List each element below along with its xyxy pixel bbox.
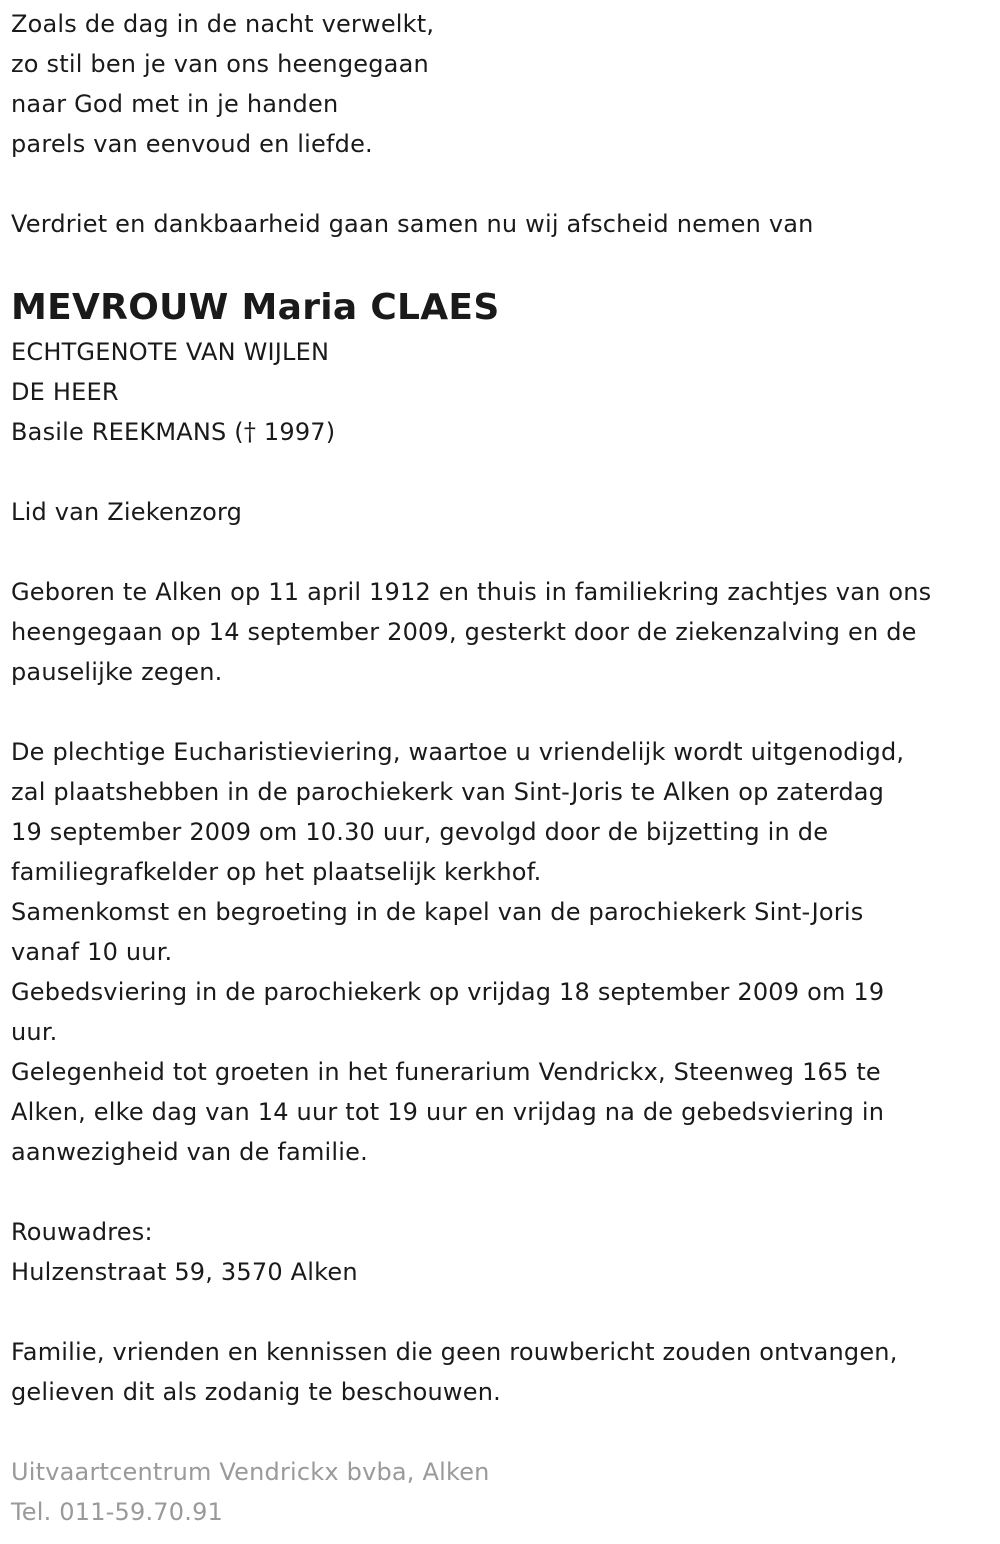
ceremony-paragraph (11, 732, 996, 1172)
spacer (11, 532, 996, 572)
address-value: Hulzenstraat 59, 3570 Alken (11, 1258, 358, 1286)
paragraph-line: vanaf 10 uur. (11, 938, 173, 966)
poem (11, 4, 996, 164)
spouse-name (11, 412, 996, 452)
spacer (11, 1172, 996, 1212)
paragraph-line: 19 september 2009 om 10.30 uur, gevolgd door de bijzetting in de (11, 818, 829, 846)
spacer (11, 164, 996, 204)
spouse-death-year: 1997) (256, 418, 336, 446)
paragraph-line: aanwezigheid van de familie. (11, 1138, 368, 1166)
spouse-line: ECHTGENOTE VAN WIJLEN (11, 338, 330, 366)
paragraph-line: Familie, vrienden en kennissen die geen rouwbericht zouden ontvangen, (11, 1338, 898, 1366)
obituary-notice (11, 4, 996, 1532)
paragraph-line: Gebedsviering in de parochiekerk op vrijdag 18 september 2009 om 19 (11, 978, 885, 1006)
notice-paragraph (11, 1332, 996, 1412)
funeral-home-phone: Tel. 011-59.70.91 (11, 1498, 224, 1526)
paragraph-line: gelieven dit als zodanig te beschouwen. (11, 1378, 501, 1406)
paragraph-line: Alken, elke dag van 14 uur tot 19 uur en vrijdag na de gebedsviering in (11, 1098, 885, 1126)
paragraph-line: Geboren te Alken op 11 april 1912 en thuis in familiekring zachtjes van ons (11, 578, 932, 606)
membership: Lid van Ziekenzorg (11, 498, 243, 526)
paragraph-line: heengegaan op 14 september 2009, gesterkt door de ziekenzalving en de (11, 618, 917, 646)
funeral-home (11, 1452, 996, 1532)
address-label: Rouwadres: (11, 1218, 153, 1246)
paragraph-line: De plechtige Eucharistieviering, waartoe u vriendelijk wordt uitgenodigd, (11, 738, 905, 766)
spacer (11, 692, 996, 732)
funeral-home-name: Uitvaartcentrum Vendrickx bvba, Alken (11, 1458, 490, 1486)
poem-line: parels van eenvoud en liefde. (11, 130, 373, 158)
spouse-line: DE HEER (11, 378, 119, 406)
spouse-name-text: Basile REEKMANS ( (11, 418, 244, 446)
deceased-name: MEVROUW Maria CLAES (11, 287, 500, 328)
spacer (11, 452, 996, 492)
spacer (11, 1412, 996, 1452)
poem-line: zo stil ben je van ons heengegaan (11, 50, 429, 78)
spacer (11, 244, 996, 284)
paragraph-line: uur. (11, 1018, 58, 1046)
paragraph-line: pauselijke zegen. (11, 658, 223, 686)
mourning-address (11, 1212, 996, 1292)
poem-line: naar God met in je handen (11, 90, 339, 118)
poem-line: Zoals de dag in de nacht verwelkt, (11, 10, 435, 38)
intro-text: Verdriet en dankbaarheid gaan samen nu wij afscheid nemen van (11, 210, 814, 238)
paragraph-line: zal plaatshebben in de parochiekerk van Sint-Joris te Alken op zaterdag (11, 778, 885, 806)
paragraph-line: Samenkomst en begroeting in de kapel van de parochiekerk Sint-Joris (11, 898, 864, 926)
paragraph-line: Gelegenheid tot groeten in het funerarium Vendrickx, Steenweg 165 te (11, 1058, 881, 1086)
paragraph-line: familiegrafkelder op het plaatselijk kerkhof. (11, 858, 542, 886)
cross-icon: † (243, 418, 257, 446)
birth-death-paragraph (11, 572, 996, 692)
spacer (11, 1292, 996, 1332)
